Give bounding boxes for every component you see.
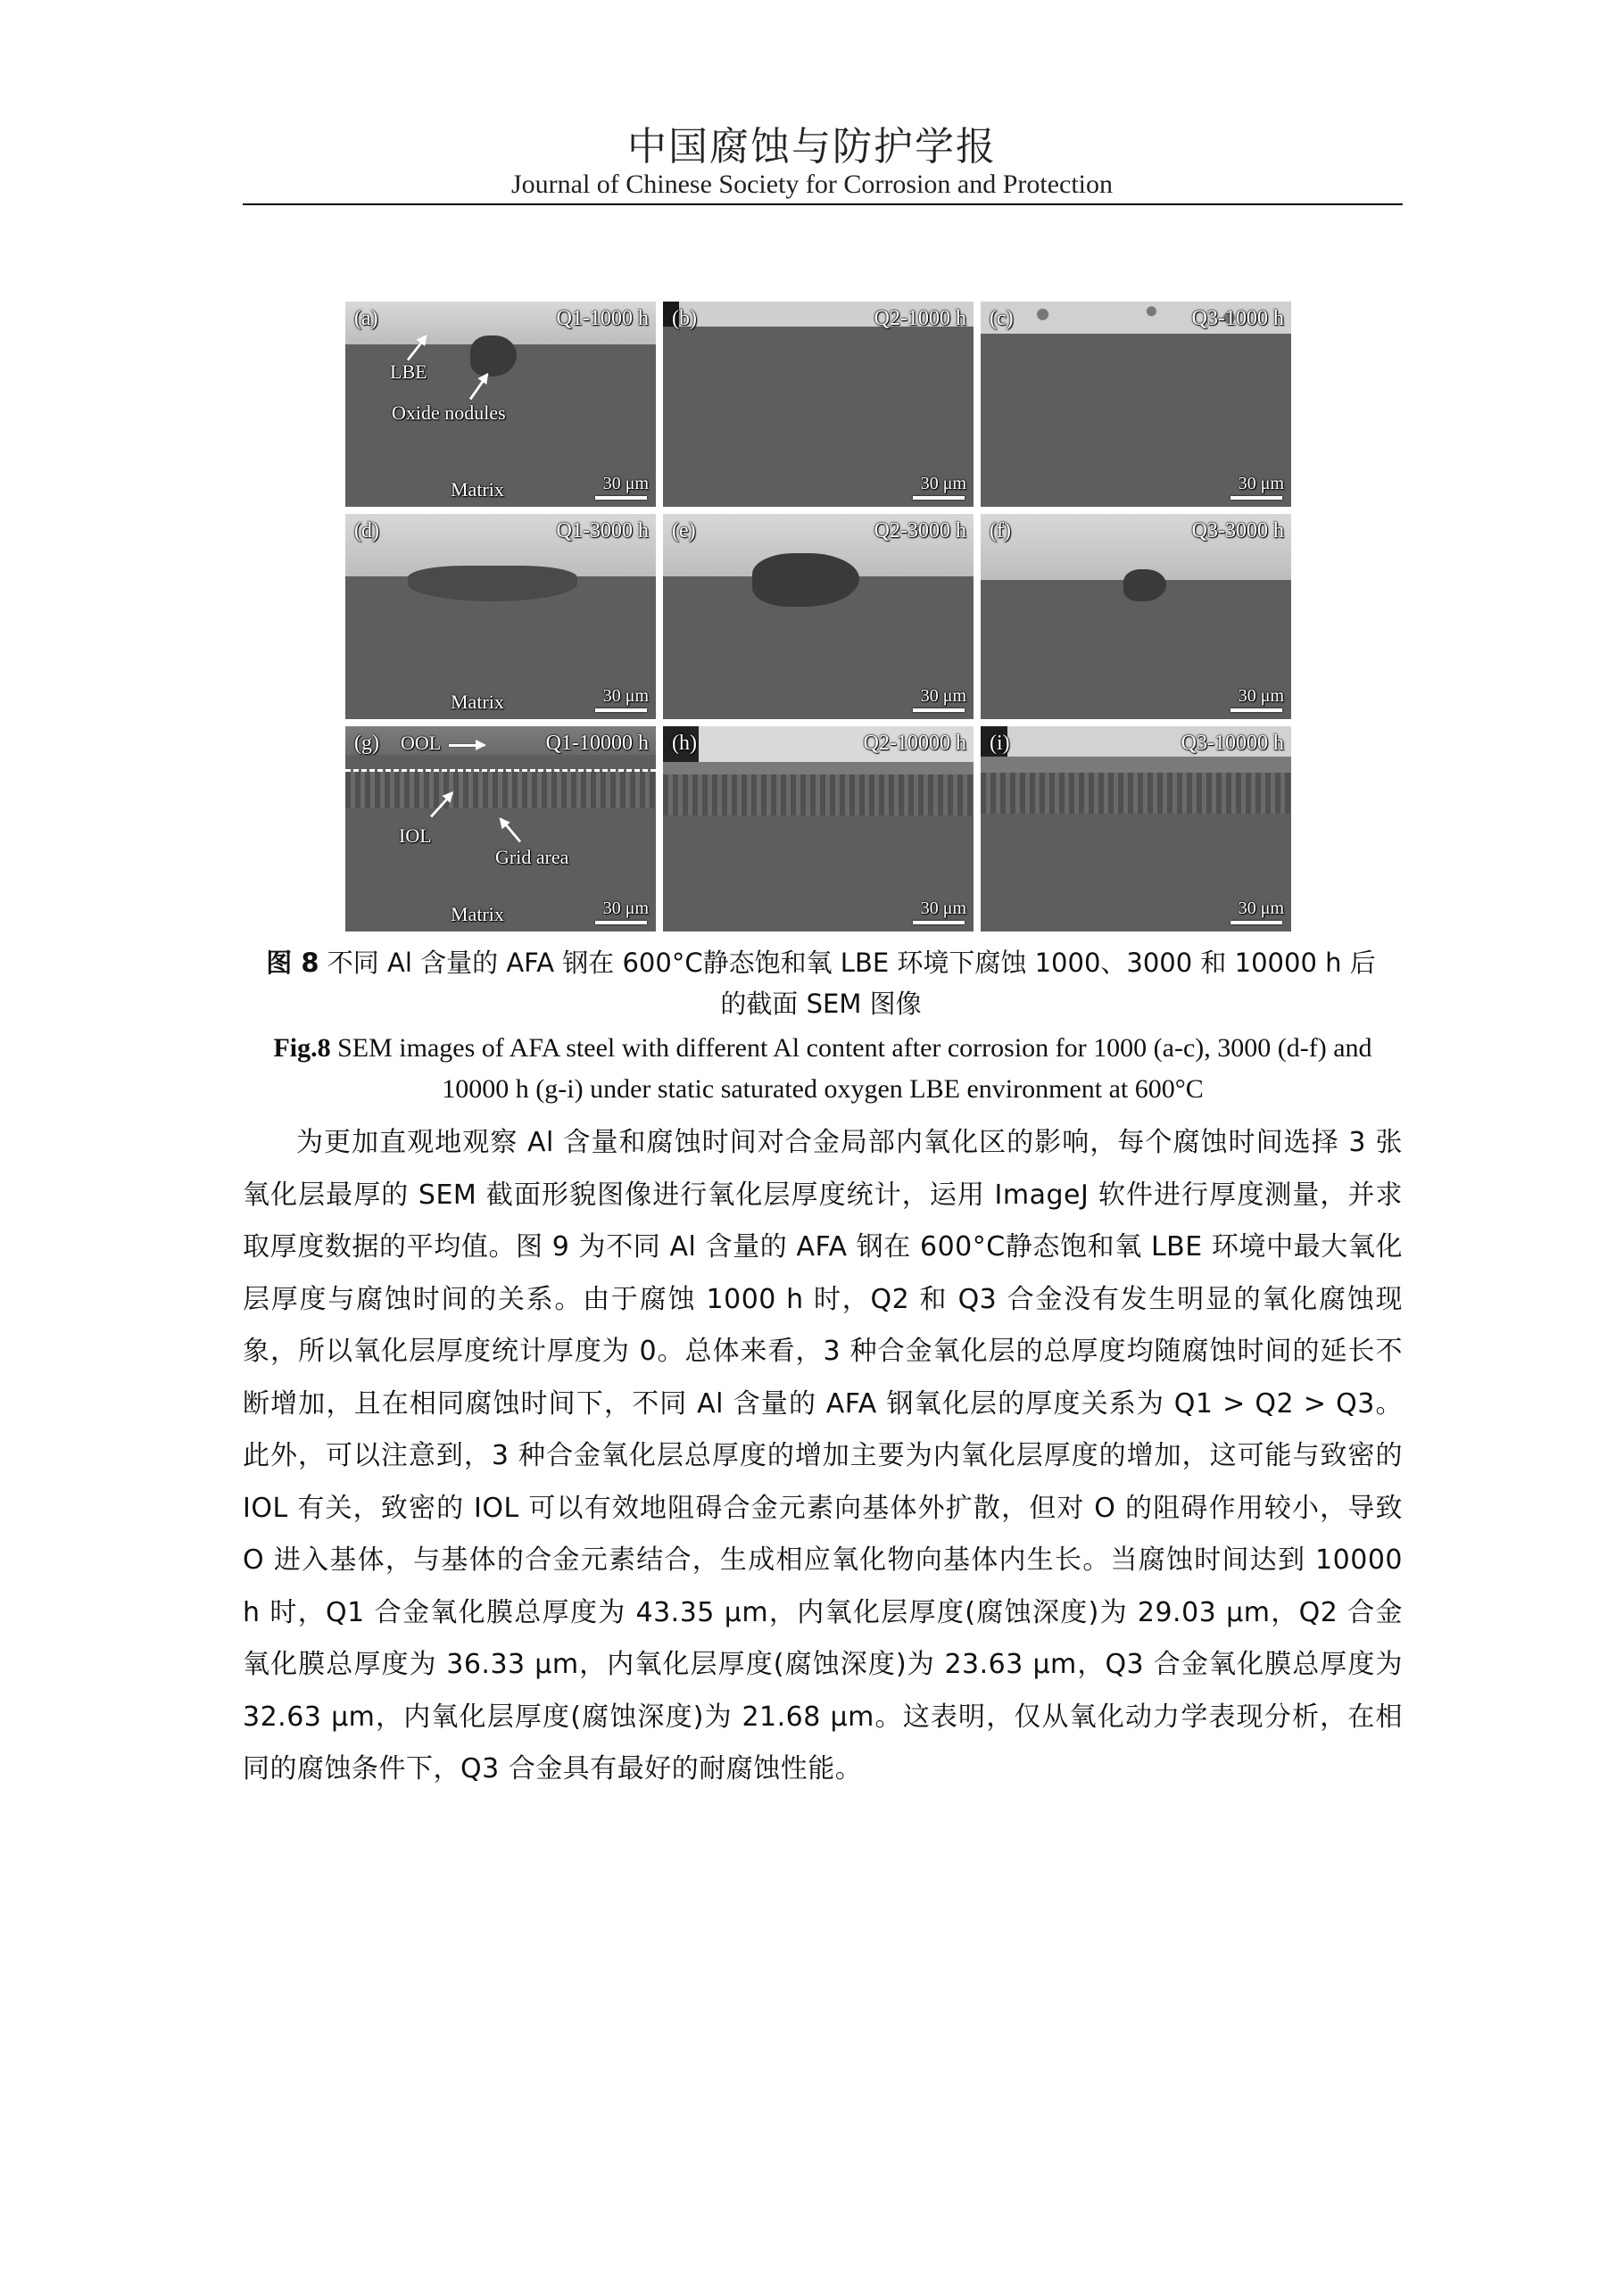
figure-number-cn: 图 8 <box>266 948 319 978</box>
arrow-icon <box>469 374 489 401</box>
scale-bar-label: 30 μm <box>920 898 966 918</box>
sem-panel-d <box>345 514 656 719</box>
scale-bar <box>1230 496 1282 500</box>
panel-title: Q3-3000 h <box>1191 519 1284 542</box>
sem-panel-c <box>981 302 1291 507</box>
figure-caption-cn <box>259 942 1383 1024</box>
sem-panel-e <box>663 514 974 719</box>
journal-title-en: Journal of Chinese Society for Corrosion and Protection <box>510 170 1114 199</box>
panel-label: (h) <box>672 732 697 755</box>
panel-label: (i) <box>990 732 1010 755</box>
annotation-matrix: Matrix <box>451 478 504 501</box>
sem-panel-h <box>663 726 974 931</box>
scale-bar-label: 30 μm <box>920 474 966 493</box>
annotation-oxide-nodules: Oxide nodules <box>392 402 506 424</box>
scale-bar-label: 30 μm <box>920 686 966 706</box>
scale-bar-label: 30 μm <box>1238 474 1284 493</box>
scale-bar-label: 30 μm <box>1238 898 1284 918</box>
scale-bar <box>595 708 647 712</box>
scale-bar-label: 30 μm <box>1238 686 1284 706</box>
panel-title: Q1-10000 h <box>545 732 649 755</box>
figure-caption-cn-text: 不同 Al 含量的 AFA 钢在 600°C静态饱和氧 LBE 环境下腐蚀 1000、3000 和 10000 h 后的截面 SEM 图像 <box>327 948 1376 1019</box>
body-paragraph: 为更加直观地观察 Al 含量和腐蚀时间对合金局部内氧化区的影响，每个腐蚀时间选择 3 张氧化层最厚的 SEM 截面形貌图像进行氧化层厚度统计，运用 ImageJ 软件进行厚度测量，并求取厚度数据的平均值。图 9 为不同 Al 含量的 AFA 钢在 600°C静态饱和氧 LBE 环境中最大氧化层厚度与腐蚀时间的关系。由于腐蚀 1000 h 时，Q2 和 Q3 合金没有发生明显的氧化腐蚀现象，所以氧化层厚度统计厚度为 0。总体来看，3 种合金氧化层的总厚度均随腐蚀时间的延长不断增加，且在相同腐蚀时间下，不同 Al 含量的 AFA 钢氧化层的厚度关系为 Q1 > Q2 > Q3。此外，可以注意到，3 种合金氧化层总厚度的增加主要为内氧化层厚度的增加，这可能与致密的 IOL 有关，致密的 IOL 可以有效地阻碍合金元素向基体外扩散，但对 O 的阻碍作用较小，导致 O 进入基体，与基体的合金元素结合，生成相应氧化物向基体内生长。当腐蚀时间达到 10000 h 时，Q1 合金氧化膜总厚度为 43.35 μm，内氧化层厚度(腐蚀深度)为 29.03 μm，Q2 合金氧化膜总厚度为 36.33 μm，内氧化层厚度(腐蚀深度)为 23.63 μm，Q3 合金氧化膜总厚度为 32.63 μm，内氧化层厚度(腐蚀深度)为 21.68 μm。这表明，仅从氧化动力学表现分析，在相同的腐蚀条件下，Q3 合金具有最好的耐腐蚀性能。 <box>243 1127 1403 1784</box>
figure-number-en: Fig.8 <box>273 1033 331 1063</box>
panel-title: Q2-10000 h <box>863 732 966 755</box>
ool-iol-boundary <box>345 769 656 772</box>
arrow-icon <box>449 744 485 747</box>
sem-panel-g <box>345 726 656 931</box>
scale-bar <box>595 496 647 500</box>
scale-bar-label: 30 μm <box>602 898 649 918</box>
scale-bar <box>913 708 965 712</box>
figure-caption-en <box>243 1028 1403 1110</box>
panel-label: (a) <box>354 307 378 330</box>
panel-label: (b) <box>672 307 697 330</box>
panel-title: Q3-10000 h <box>1181 732 1284 755</box>
panel-label: (f) <box>990 519 1011 542</box>
panel-label: (c) <box>990 307 1014 330</box>
scale-bar <box>1230 708 1282 712</box>
panel-title: Q3-1000 h <box>1191 307 1284 330</box>
annotation-matrix: Matrix <box>451 903 504 925</box>
scale-bar <box>1230 921 1282 924</box>
panel-title: Q2-1000 h <box>874 307 966 330</box>
sem-panel-a <box>345 302 656 507</box>
scale-bar-label: 30 μm <box>602 474 649 493</box>
panel-title: Q1-1000 h <box>556 307 649 330</box>
scale-bar <box>913 496 965 500</box>
annotation-lbe: LBE <box>390 360 427 383</box>
sem-panel-i <box>981 726 1291 931</box>
panel-label: (g) <box>354 732 379 755</box>
scale-bar <box>913 921 965 924</box>
annotation-grid-area: Grid area <box>495 846 569 868</box>
journal-title-cn: 中国腐蚀与防护学报 <box>627 124 997 170</box>
annotation-matrix: Matrix <box>451 691 504 713</box>
scale-bar-label: 30 μm <box>602 686 649 706</box>
arrow-icon <box>500 817 521 842</box>
annotation-ool: OOL <box>401 732 442 754</box>
panel-label: (d) <box>354 519 379 542</box>
figure-caption-en-text: SEM images of AFA steel with different Al content after corrosion for 1000 (a-c), 3000 (d-f) and 10000 h (g-i) under static saturated oxygen LBE environment at 600°C <box>337 1033 1372 1104</box>
sem-panel-b <box>663 302 974 507</box>
sem-panel-f <box>981 514 1291 719</box>
panel-label: (e) <box>672 519 696 542</box>
sem-figure <box>345 302 1291 931</box>
panel-title: Q2-3000 h <box>874 519 966 542</box>
panel-title: Q1-3000 h <box>556 519 649 542</box>
header-rule <box>243 203 1403 205</box>
scale-bar <box>595 921 647 924</box>
annotation-iol: IOL <box>399 824 432 847</box>
